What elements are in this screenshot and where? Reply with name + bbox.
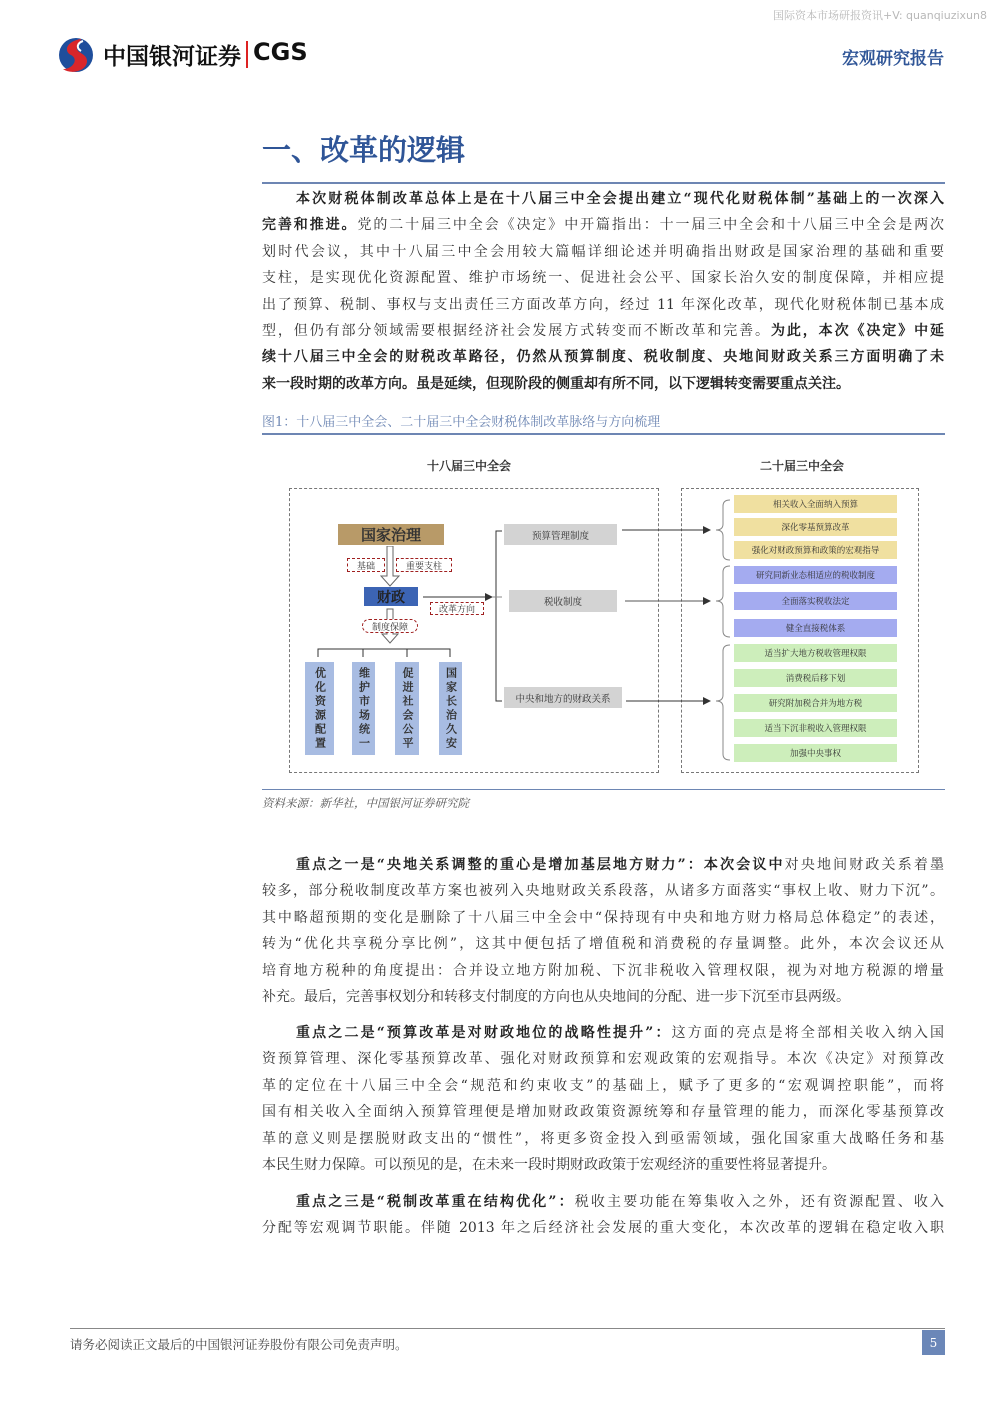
paragraph-3 <box>262 1020 944 1178</box>
body-text: 税收主要功能在筹集收入之外，还有资源配置、收入 <box>574 1194 945 1210</box>
body-text: 划时代会议，其中十八届三中全会用较大篇幅详细论述并明确指出财政是国家治理的基础和重要 <box>262 243 944 260</box>
text-line <box>262 371 944 397</box>
bold-text: 重点之二是“预算改革是对财政地位的战略性提升”： <box>296 1025 672 1041</box>
goal-resource-allocation: 优化资源配置 <box>305 662 334 755</box>
central-local-item: 适当扩大地方税收管理权限 <box>734 644 897 662</box>
text-line <box>262 239 944 265</box>
logo-divider <box>246 41 248 68</box>
state-governance-box: 国家治理 <box>338 524 444 545</box>
system-budget: 预算管理制度 <box>504 524 617 545</box>
pillar-tag: 重要支柱 <box>396 558 452 572</box>
body-text: 转为“优化共享税分享比例”，这其中便包括了增值税和消费税的存量调整。此外，本次会议还从 <box>262 936 944 953</box>
bold-text: 重点之一是“央地关系调整的重心是增加基层地方财力”：本次会议中 <box>296 857 785 873</box>
text-line <box>262 318 944 344</box>
text-line <box>262 265 944 291</box>
body-text: 培育地方税种的角度提出：合并设立地方附加税、下沉非税收入管理权限，视为对地方税源的增量 <box>262 962 944 979</box>
goal-long-term-stability: 国家长治久安 <box>439 662 462 755</box>
direction-tag: 改革方向 <box>430 602 484 615</box>
goal-social-fairness: 促进社会公平 <box>395 662 419 755</box>
body-text: 本民生财力保障。可以预见的是，在未来一段时期财政政策于宏观经济的重要性将显著提升。 <box>262 1156 836 1173</box>
watermark-text: 国际资本市场研报资讯+V: quanqiuzixun8 <box>772 9 987 22</box>
bold-text: 重点之三是“税制改革重在结构优化”： <box>296 1194 575 1210</box>
central-local-item: 加强中央事权 <box>734 744 897 762</box>
body-text: 型，但仍有部分领域需要根据经济社会发展方式转变而不断改革和完善。 <box>262 322 771 339</box>
figure-caption: 图1：十八届三中全会、二十届三中全会财税体制改革脉络与方向梳理 <box>262 415 661 430</box>
paragraph-2 <box>262 852 944 1010</box>
system-central-local: 中央和地方的财政关系 <box>504 687 622 708</box>
text-line <box>262 878 944 904</box>
text-line <box>262 852 944 878</box>
tax-item: 全面落实税收法定 <box>734 592 897 610</box>
section-title: 一、改革的逻辑 <box>262 133 466 167</box>
footer-rule <box>70 1328 945 1329</box>
finance-box: 财政 <box>364 587 418 606</box>
goal-market-unity: 维护市场统一 <box>352 662 375 755</box>
basis-tag: 基础 <box>347 558 385 572</box>
body-text: 这方面的亮点是将全部相关收入纳入国 <box>671 1025 944 1041</box>
guarantee-tag: 制度保障 <box>362 619 418 633</box>
right-heading: 二十届三中全会 <box>759 459 845 473</box>
bold-text: 本次财税体制改革总体上是在十八届三中全会提出建立“现代化财税体制”基础上的一次深入 <box>296 191 944 207</box>
text-line <box>262 1073 944 1099</box>
central-local-item: 适当下沉非税收入管理权限 <box>734 719 897 737</box>
central-local-item: 研究附加税合并为地方税 <box>734 694 897 712</box>
logo-cgs: CGS <box>253 38 308 66</box>
body-text: 革的意义则是摆脱财政支出的“惯性”，将更多资金投入到亟需领域，强化国家重大战略任务和基 <box>262 1130 944 1147</box>
report-type: 宏观研究报告 <box>842 49 944 69</box>
figure-bottom-rule <box>262 789 945 790</box>
title-rule <box>262 182 945 184</box>
figure-top-rule <box>262 433 945 435</box>
text-line <box>262 1126 944 1152</box>
tax-item: 研究同新业态相适应的税收制度 <box>734 566 897 584</box>
text-line <box>262 186 944 212</box>
bold-text: 完善和推进。 <box>262 217 358 234</box>
text-line <box>262 1099 944 1125</box>
bold-text: 来一段时期的改革方向。虽是延续，但现阶段的侧重却有所不同，以下逻辑转变需要重点关注。 <box>262 375 850 392</box>
body-text: 党的二十届三中全会《决定》中开篇指出：十一届三中全会和十八届三中全会是两次 <box>357 217 945 234</box>
text-line <box>262 1215 944 1241</box>
body-text: 国有相关收入全面纳入预算管理便是增加财政政策资源统筹和存量管理的能力，而深化零基预算改 <box>262 1104 944 1121</box>
text-line <box>262 905 944 931</box>
paragraph-1 <box>262 186 944 397</box>
page-number: 5 <box>922 1330 945 1355</box>
text-line <box>262 1152 944 1178</box>
body-text: 其中略超预期的变化是删除了十八届三中全会中“保持现有中央和地方财力格局总体稳定”的表述， <box>262 909 944 926</box>
body-text: 资预算管理、深化零基预算改革、强化对财政预算和宏观政策的宏观指导。本次《决定》对预算改 <box>262 1051 944 1068</box>
tax-item: 健全直接税体系 <box>734 619 897 637</box>
figure-source: 资料来源：新华社，中国银河证券研究院 <box>262 796 469 810</box>
text-line <box>262 958 944 984</box>
text-line <box>262 1046 944 1072</box>
footer-disclaimer: 请务必阅读正文最后的中国银河证券股份有限公司免责声明。 <box>70 1337 408 1352</box>
text-line <box>262 1189 944 1215</box>
body-text: 出了预算、税制、事权与支出责任三方面改革方向，经过 11 年深化改革，现代化财税体制已基本成 <box>262 296 944 313</box>
text-line <box>262 292 944 318</box>
paragraph-4 <box>262 1189 944 1242</box>
body-text: 对央地间财政关系着墨 <box>784 857 944 873</box>
budget-item: 深化零基预算改革 <box>734 518 897 536</box>
text-line <box>262 212 944 238</box>
cgs-logo-icon <box>57 37 95 73</box>
logo-company-name: 中国银河证券 <box>103 44 241 70</box>
budget-item: 相关收入全面纳入预算 <box>734 495 897 513</box>
system-tax: 税收制度 <box>509 590 617 612</box>
central-local-item: 消费税后移下划 <box>734 669 897 687</box>
bold-text: 续十八届三中全会的财税改革路径，仍然从预算制度、税收制度、央地间财政关系三方面明确了未 <box>262 349 944 366</box>
left-heading: 十八届三中全会 <box>426 459 512 473</box>
bold-text: 为此，本次《决定》中延 <box>770 322 945 339</box>
text-line <box>262 931 944 957</box>
body-text: 较多，部分税收制度改革方案也被列入央地财政关系段落，从诸多方面落实“事权上收、财力下沉”。 <box>262 883 944 900</box>
body-text: 革的定位在十八届三中全会“规范和约束收支”的基础上，赋予了更多的“宏观调控职能”，而将 <box>262 1077 944 1094</box>
text-line <box>262 344 944 370</box>
body-text: 补充。最后，完善事权划分和转移支付制度的方向也从央地间的分配、进一步下沉至市县两级。 <box>262 988 850 1005</box>
text-line <box>262 984 944 1010</box>
body-text: 支柱，是实现优化资源配置、维护市场统一、促进社会公平、国家长治久安的制度保障，并相应提 <box>262 270 944 287</box>
text-line <box>262 1020 944 1046</box>
body-text: 分配等宏观调节职能。伴随 2013 年之后经济社会发展的重大变化，本次改革的逻辑在稳定收入职 <box>262 1220 944 1237</box>
budget-item: 强化对财政预算和政策的宏观指导 <box>734 541 897 559</box>
